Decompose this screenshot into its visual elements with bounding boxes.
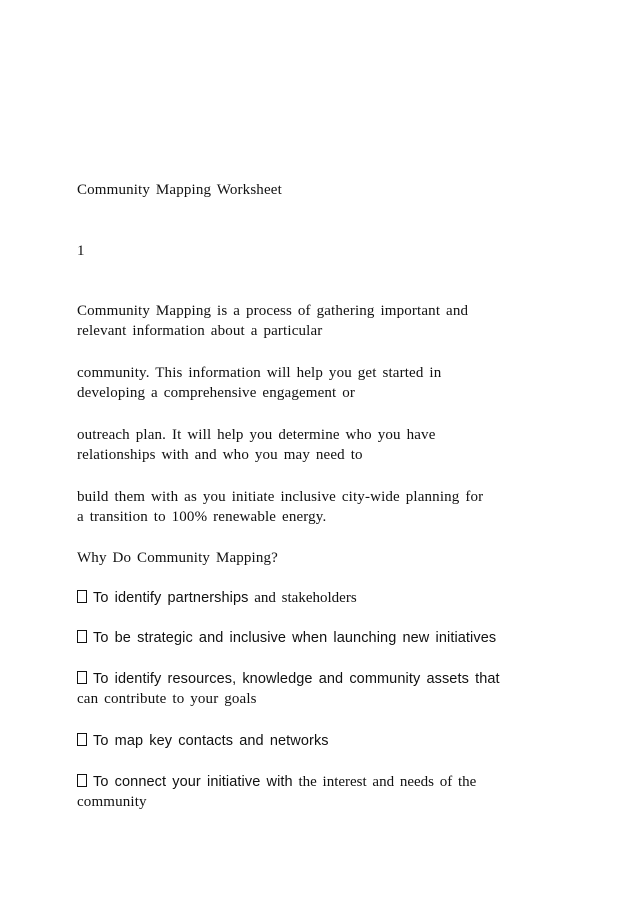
bullet-text: To map key contacts and networks (93, 733, 329, 749)
bullet-item (77, 628, 496, 648)
bullet-box-icon (77, 630, 87, 643)
paragraph-line: developing a comprehensive engagement or (77, 385, 356, 401)
paragraph-line: build them with as you initiate inclusive city-wide planning for (77, 489, 484, 505)
paragraph-line: a transition to 100% renewable energy. (77, 509, 327, 525)
bullet-text: To identify partnerships (93, 590, 249, 606)
bullet-item (77, 731, 329, 751)
paragraph-line: relevant information about a particular (77, 323, 323, 339)
page-number: 1 (77, 243, 85, 259)
bullet-box-icon (77, 733, 87, 746)
bullet-box-icon (77, 774, 87, 787)
bullet-item (77, 772, 476, 792)
document-title: Community Mapping Worksheet (77, 182, 282, 198)
bullet-item (77, 588, 357, 608)
bullet-text: To be strategic and inclusive when launching new initiatives (93, 630, 497, 646)
section-heading: Why Do Community Mapping? (77, 550, 278, 566)
bullet-continuation: can contribute to your goals (77, 691, 257, 707)
bullet-text: To identify resources, knowledge and community assets that (93, 671, 500, 687)
paragraph-line: outreach plan. It will help you determine who you have (77, 427, 436, 443)
paragraph-line: relationships with and who you may need to (77, 447, 363, 463)
bullet-box-icon (77, 671, 87, 684)
paragraph-line: Community Mapping is a process of gathering important and (77, 303, 469, 319)
bullet-continuation: community (77, 794, 147, 810)
bullet-item (77, 669, 500, 689)
paragraph-line: community. This information will help you get started in (77, 365, 442, 381)
bullet-text-serif: the interest and needs of the (292, 774, 477, 790)
bullet-text: To connect your initiative with (93, 774, 293, 790)
bullet-box-icon (77, 590, 87, 603)
bullet-text-serif: and stakeholders (248, 590, 357, 606)
